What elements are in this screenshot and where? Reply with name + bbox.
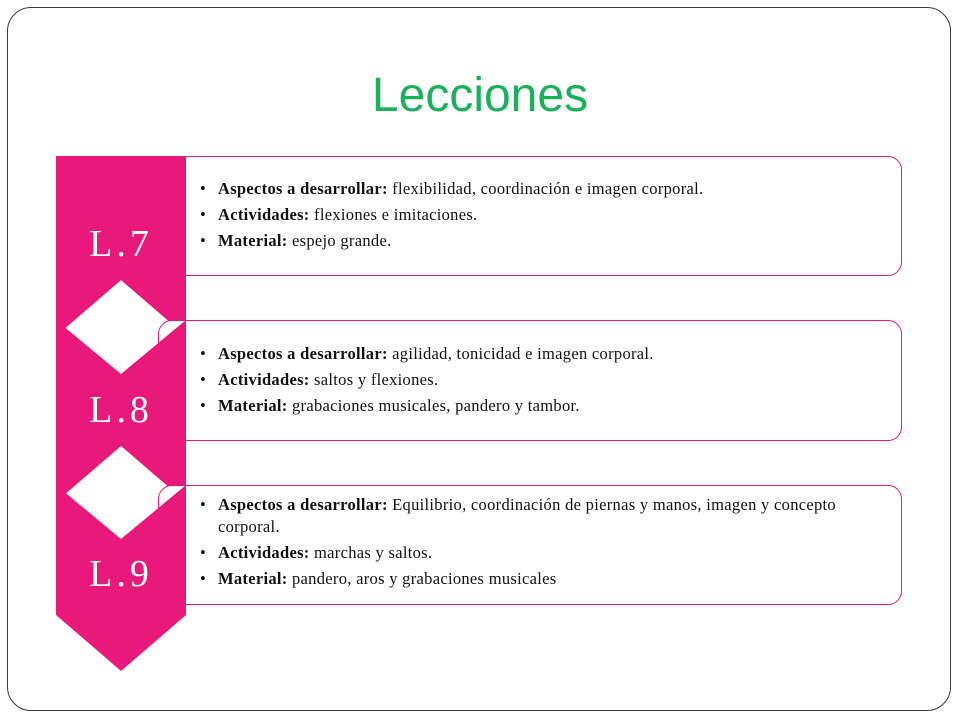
bullet-icon: • [200,543,207,562]
list-item [198,568,888,590]
bullet-icon: • [200,179,207,198]
lesson-code: L.7 [89,223,153,265]
item-text: agilidad, tonicidad e imagen corporal. [387,344,654,363]
item-label: Actividades: [218,543,310,562]
item-text: pandero, aros y grabaciones musicales [287,569,557,588]
list-item [198,343,888,365]
item-text: marchas y saltos. [309,543,433,562]
slide-title: Lecciones [371,69,589,122]
item-text: grabaciones musicales, pandero y tambor. [287,396,580,415]
list-item [198,395,888,417]
item-text: saltos y flexiones. [309,370,439,389]
item-text: flexiones e imitaciones. [309,205,478,224]
bullet-icon: • [200,231,207,250]
item-label: Aspectos a desarrollar: [218,179,388,198]
bullet-icon: • [200,396,207,415]
lesson-code: L.9 [89,553,153,595]
item-label: Actividades: [218,205,310,224]
lesson-details [198,178,888,256]
item-text: Equilibrio, coordinación de piernas y manos, imagen y concepto corporal. [218,495,836,536]
bullet-icon: • [200,205,207,224]
item-label: Aspectos a desarrollar: [218,344,388,363]
list-item [198,230,888,252]
item-label: Material: [218,569,288,588]
lesson-details [198,343,888,421]
list-item [198,204,888,226]
bullet-icon: • [200,344,207,363]
bullet-icon: • [200,495,207,514]
list-item [198,369,888,391]
item-label: Actividades: [218,370,310,389]
item-text: espejo grande. [287,231,392,250]
list-item [198,178,888,200]
list-item [198,494,888,538]
item-label: Material: [218,231,288,250]
lesson-details [198,494,888,594]
list-item [198,542,888,564]
bullet-icon: • [200,569,207,588]
item-text: flexibilidad, coordinación e imagen corporal. [387,179,704,198]
item-label: Material: [218,396,288,415]
bullet-icon: • [200,370,207,389]
lesson-code: L.8 [89,389,153,431]
item-label: Aspectos a desarrollar: [218,495,388,514]
